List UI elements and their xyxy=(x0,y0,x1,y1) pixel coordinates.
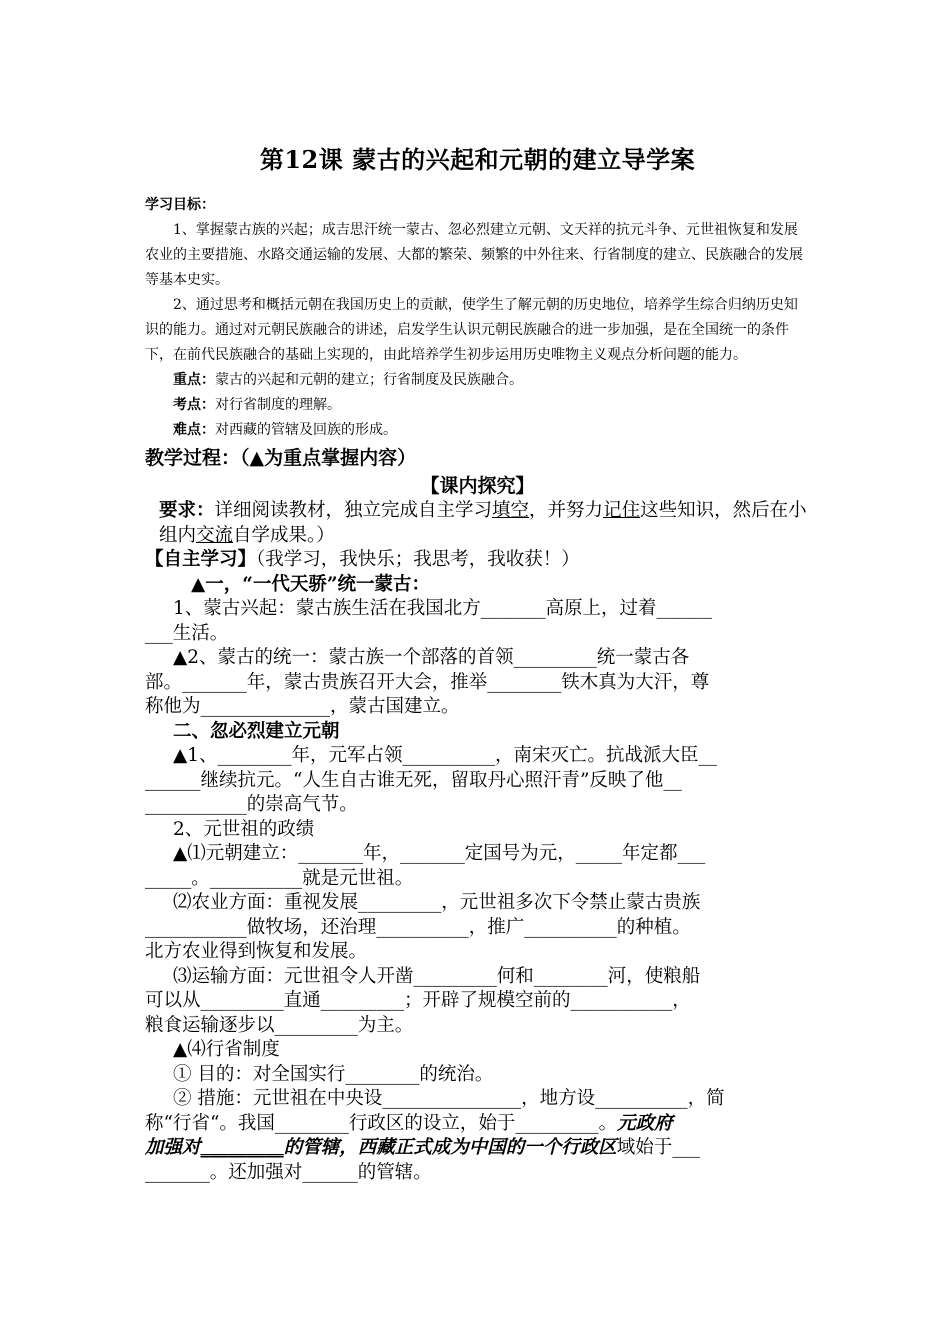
s2-line-17 xyxy=(145,1136,810,1161)
s2-line-3: ___________的崇高气节。 xyxy=(145,794,358,815)
self-study-line xyxy=(145,548,810,573)
self-study-text: （我学习，我快乐；我思考，我收获！） xyxy=(256,549,580,570)
difficulty-label: 难点： xyxy=(173,422,215,438)
s2-line-16 xyxy=(145,1112,810,1137)
s2-line-17-text: 域始于___ xyxy=(616,1137,701,1158)
s2-line-9: 北方农业得到恢复和发展。 xyxy=(145,941,368,962)
s1-line-1: 1、蒙古兴起：蒙古族生活在我国北方_______高原上，过着______ xyxy=(173,598,713,619)
req-underline-3: 交流 xyxy=(196,524,234,546)
key-label: 重点： xyxy=(173,372,215,388)
objectives-heading: 学习目标： xyxy=(145,197,215,213)
req-text-3: 这些知识，然后在小组内 xyxy=(159,500,807,546)
s2-line-17-emphasis-b: 的管辖，西藏正式成为中国的一个行政区 xyxy=(283,1137,617,1158)
s1-line-5: 称他为______________，蒙古国建立。 xyxy=(145,696,460,717)
page-title: 第12课 蒙古的兴起和元朝的建立导学案 xyxy=(259,145,696,174)
exam-text: 对行省制度的理解。 xyxy=(215,397,341,413)
key-text: 蒙古的兴起和元朝的建立；行省制度及民族融合。 xyxy=(215,372,523,388)
s2-line-12: 粮食运输逐步以_________为主。 xyxy=(145,1014,414,1036)
section-1-heading: ▲一，“一代天骄”统一蒙古： xyxy=(191,573,431,595)
difficulty-text: 对西藏的管辖及回族的形成。 xyxy=(215,422,397,438)
inclass-heading: 【课内探究】 xyxy=(420,475,535,497)
req-label: 要求： xyxy=(159,500,215,521)
s2-line-4: 2、元世祖的政绩 xyxy=(173,818,315,840)
s2-line-1: ▲1、________年，元军占领__________，南宋灭亡。抗战派大臣__ xyxy=(173,745,717,766)
s2-line-2: ______继续抗元。“人生自古谁无死，留取丹心照汗青”反映了他__ xyxy=(145,769,682,791)
objective-2: 2、通过思考和概括元朝在我国历史上的贡献，使学生了解元朝的历史地位，培养学生综合归纳历史知识的能力。通过对元朝民族融合的讲述，启发学生认识元朝民族融合的进一步加强，是在全国统一的条件下，在前代民族融合的基础上实现的，由此培养学生初步运用历史唯物主义观点分析问题的能力。 xyxy=(145,297,798,363)
s2-line-16-emphasis: 元政府 xyxy=(617,1112,673,1134)
s2-line-5: ▲⑴元朝建立：_______年，_______定国号为元，_____年定都___ xyxy=(173,843,706,864)
s2-line-10: ⑶运输方面：元世祖令人开凿_________何和________河，使粮船 xyxy=(173,965,701,987)
req-underline-2: 记住 xyxy=(603,500,641,521)
s2-line-14: ① 目的：对全国实行________的统治。 xyxy=(173,1063,494,1085)
process-heading: 教学过程：（▲为重点掌握内容） xyxy=(145,447,417,469)
exam-points xyxy=(145,393,810,418)
difficult-points xyxy=(145,418,810,443)
exam-label: 考点： xyxy=(173,397,215,413)
s2-line-17-blank: _________ xyxy=(200,1137,284,1158)
requirements xyxy=(145,499,810,548)
section-2-heading: 二、忽必烈建立元朝 xyxy=(173,720,340,742)
s2-line-6: _____。__________就是元世祖。 xyxy=(145,867,414,889)
s2-line-13: ▲⑷行省制度 xyxy=(173,1039,280,1060)
s2-line-11: 可以从_________直通_________；开辟了规模空前的___________， xyxy=(145,990,691,1011)
document-page xyxy=(145,140,810,1185)
s2-line-8: ___________做牧场，还治理__________，推广__________的种植。 xyxy=(145,916,691,938)
s2-line-17-emphasis-a: 加强对 xyxy=(145,1137,201,1158)
s1-line-4: 部。_______年，蒙古贵族召开大会，推举________铁木真为大汗，尊 xyxy=(145,671,710,693)
req-text-1: 详细阅读教材，独立完成自主学习 xyxy=(214,500,493,521)
req-underline-1: 填空 xyxy=(492,500,530,521)
objective-1: 1、掌握蒙古族的兴起；成吉思汗统一蒙古、忽必烈建立元朝、文天祥的抗元斗争、元世祖恢复和发展农业的主要措施、水路交通运输的发展、大都的繁荣、频繁的中外往来、行省制度的建立、民族融合的发展等基本史实。 xyxy=(145,222,803,288)
req-text-4: 自学成果。） xyxy=(233,524,335,546)
s1-line-2: ___生活。 xyxy=(145,622,229,644)
self-study-label: 【自主学习】 xyxy=(145,549,257,570)
key-points xyxy=(145,368,810,393)
s1-line-3: ▲2、蒙古的统一：蒙古族一个部落的首领_________统一蒙古各 xyxy=(173,647,690,668)
s2-line-7: ⑵农业方面：重视发展_________，元世祖多次下令禁止蒙古贵族 xyxy=(173,892,701,913)
req-text-2: ，并努力 xyxy=(529,500,604,521)
s2-line-15: ② 措施：元世祖在中央设_______________，地方设__________，简 xyxy=(173,1088,725,1109)
s2-line-18: _______。还加强对______的管辖。 xyxy=(145,1161,432,1183)
s2-line-16-text: 称“行省“。我国________行政区的设立，始于_________。 xyxy=(145,1112,618,1134)
